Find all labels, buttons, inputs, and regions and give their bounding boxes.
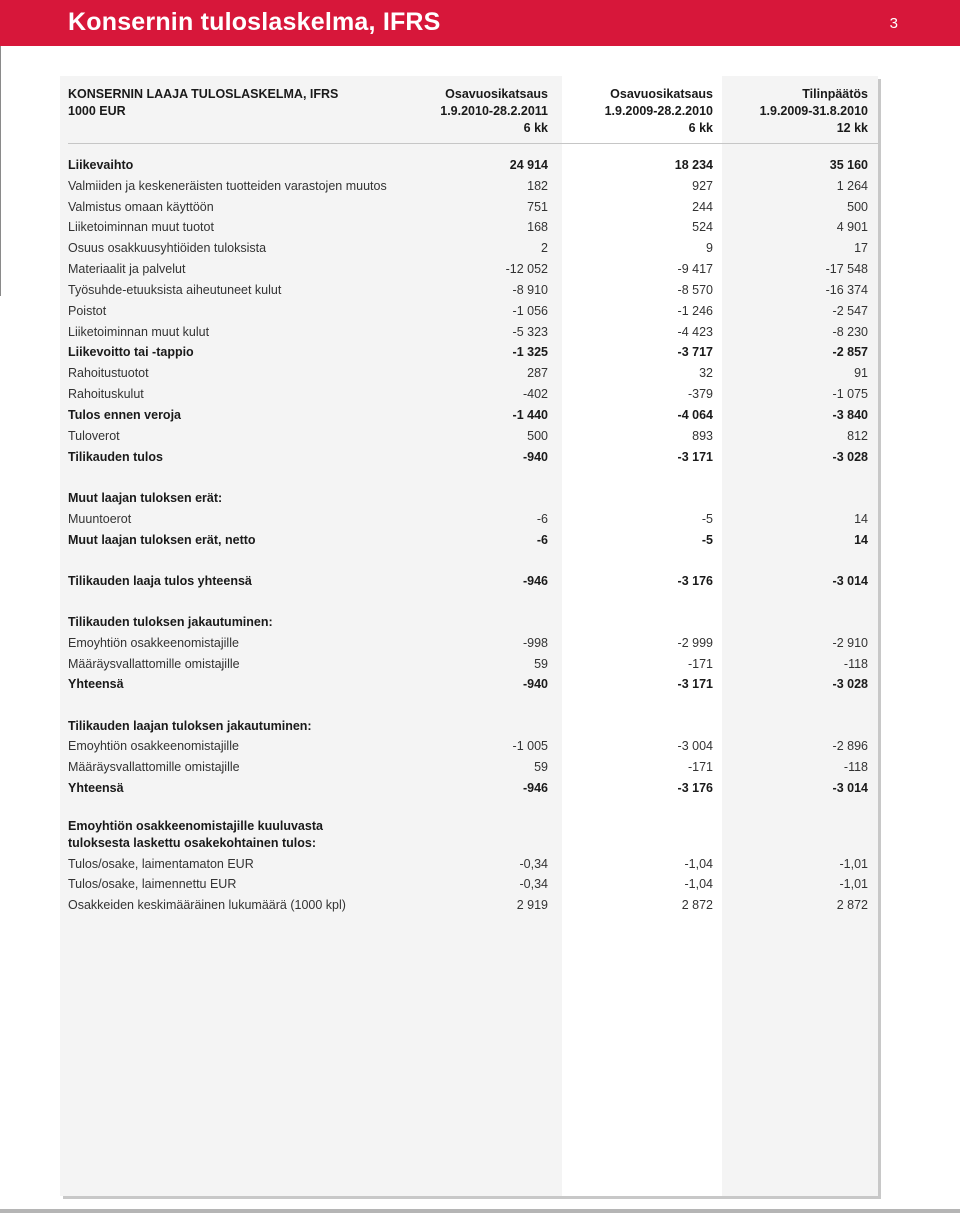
- row-value-col2: -1,04: [684, 857, 713, 871]
- row-label: Yhteensä: [68, 677, 124, 691]
- row-label: Rahoitustuotot: [68, 366, 149, 380]
- row-value-col3: 4 901: [836, 220, 868, 234]
- row-label: Työsuhde-etuuksista aiheutuneet kulut: [68, 283, 282, 297]
- row-value-col2: -5: [701, 512, 713, 526]
- row-label: Materiaalit ja palvelut: [68, 262, 186, 276]
- table-row: [68, 857, 878, 877]
- row-label: Muut laajan tuloksen erät, netto: [68, 533, 256, 547]
- table-row: [68, 615, 878, 635]
- table-row: [68, 450, 878, 470]
- row-value-col2: 18 234: [674, 158, 713, 172]
- row-value-col1: -5 323: [512, 325, 548, 339]
- row-value-col2: -8 570: [677, 283, 713, 297]
- table-row: [68, 877, 878, 897]
- row-label: Tilikauden laaja tulos yhteensä: [68, 574, 252, 588]
- row-label: tuloksesta laskettu osakekohtainen tulos:: [68, 836, 316, 850]
- row-value-col2: 893: [692, 429, 713, 443]
- row-value-col2: 9: [706, 241, 713, 255]
- row-value-col2: -3 176: [677, 781, 713, 795]
- row-value-col1: 168: [527, 220, 548, 234]
- row-value-col2: -1 246: [677, 304, 713, 318]
- column-header-2-line1: Osavuosikatsaus: [610, 87, 713, 101]
- row-label: Tulos/osake, laimennettu EUR: [68, 877, 237, 891]
- header-divider: [68, 143, 878, 144]
- row-label: Emoyhtiön osakkeenomistajille: [68, 636, 239, 650]
- page-header: [0, 0, 960, 46]
- row-label: Osuus osakkuusyhtiöiden tuloksista: [68, 241, 267, 255]
- row-value-col3: 14: [854, 512, 868, 526]
- row-value-col2: -3 717: [677, 345, 713, 359]
- row-value-col1: 182: [527, 179, 548, 193]
- row-label: Muut laajan tuloksen erät:: [68, 491, 223, 505]
- row-value-col2: -379: [687, 387, 713, 401]
- row-value-col3: 17: [854, 241, 868, 255]
- row-value-col1: -940: [522, 677, 548, 691]
- table-row: [68, 366, 878, 386]
- row-value-col3: -3 014: [832, 574, 868, 588]
- row-label: Liikevaihto: [68, 158, 134, 172]
- table-row: [68, 387, 878, 407]
- bottom-divider: [0, 1209, 960, 1213]
- row-value-col1: 751: [527, 200, 548, 214]
- column-header-1-line1: Osavuosikatsaus: [445, 87, 548, 101]
- table-row: [68, 657, 878, 677]
- row-value-col1: 287: [527, 366, 548, 380]
- row-value-col3: -3 028: [832, 450, 868, 464]
- row-value-col3: -3 840: [832, 408, 868, 422]
- table-row: [68, 533, 878, 553]
- row-value-col2: -3 171: [677, 677, 713, 691]
- row-label: Määräysvallattomille omistajille: [68, 760, 240, 774]
- page-number: 3: [889, 15, 898, 32]
- row-label: Tilikauden tulos: [68, 450, 163, 464]
- row-value-col1: -1 056: [512, 304, 548, 318]
- table-row: [68, 836, 878, 856]
- row-value-col2: 32: [699, 366, 713, 380]
- row-label: Tilikauden laajan tuloksen jakautuminen:: [68, 719, 312, 733]
- row-label: Emoyhtiön osakkeenomistajille kuuluvasta: [68, 819, 323, 833]
- table-row: [68, 179, 878, 199]
- table-row: [68, 200, 878, 220]
- row-label: Liikevoitto tai -tappio: [68, 345, 194, 359]
- row-label: Yhteensä: [68, 781, 124, 795]
- row-label: Rahoituskulut: [68, 387, 144, 401]
- row-value-col3: -1,01: [839, 877, 868, 891]
- table-row: [68, 241, 878, 261]
- column-header-3-line1: Tilinpäätös: [802, 87, 868, 101]
- table-row: [68, 574, 878, 594]
- table-row: [68, 898, 878, 918]
- table-row: [68, 760, 878, 780]
- row-value-col2: -4 423: [677, 325, 713, 339]
- row-value-col3: -118: [843, 657, 868, 671]
- row-value-col3: -2 910: [832, 636, 868, 650]
- row-value-col1: 59: [534, 760, 548, 774]
- row-value-col1: -0,34: [519, 857, 548, 871]
- row-value-col3: -2 896: [832, 739, 868, 753]
- row-label: Tuloverot: [68, 429, 120, 443]
- row-value-col1: -940: [522, 450, 548, 464]
- row-value-col1: -946: [522, 574, 548, 588]
- row-value-col3: -2 547: [832, 304, 868, 318]
- row-label: Liiketoiminnan muut kulut: [68, 325, 210, 339]
- table-title-line2: 1000 EUR: [68, 104, 126, 118]
- row-value-col3: -3 028: [832, 677, 868, 691]
- table-row: [68, 429, 878, 449]
- row-label: Poistot: [68, 304, 107, 318]
- table-row: [68, 283, 878, 303]
- table-row: [68, 636, 878, 656]
- row-value-col1: 59: [534, 657, 548, 671]
- table-row: [68, 512, 878, 532]
- row-label: Osakkeiden keskimääräinen lukumäärä (1000 kpl): [68, 898, 346, 912]
- income-statement-panel: [60, 76, 878, 1196]
- row-value-col2: -3 171: [677, 450, 713, 464]
- row-value-col1: -6: [536, 533, 548, 547]
- table-title-line1: KONSERNIN LAAJA TULOSLASKELMA, IFRS: [68, 87, 339, 101]
- row-value-col1: -402: [522, 387, 548, 401]
- row-value-col3: -8 230: [832, 325, 868, 339]
- table-row: [68, 677, 878, 697]
- row-value-col3: 2 872: [836, 898, 868, 912]
- table-row: [68, 345, 878, 365]
- row-value-col2: -3 004: [677, 739, 713, 753]
- table-row: [68, 325, 878, 345]
- row-value-col3: -118: [843, 760, 868, 774]
- row-label: Tulos ennen veroja: [68, 408, 181, 422]
- table-row: [68, 158, 878, 178]
- row-label: Valmistus omaan käyttöön: [68, 200, 214, 214]
- column-header-2-line2: 1.9.2009-28.2.2010: [604, 104, 713, 118]
- table-row: [68, 719, 878, 739]
- table-row: [68, 739, 878, 759]
- row-value-col2: 2 872: [681, 898, 713, 912]
- row-value-col3: -16 374: [825, 283, 868, 297]
- row-value-col3: -17 548: [825, 262, 868, 276]
- column-header-3-line2: 1.9.2009-31.8.2010: [759, 104, 868, 118]
- row-value-col1: 24 914: [509, 158, 548, 172]
- row-label: Valmiiden ja keskeneräisten tuotteiden varastojen muutos: [68, 179, 387, 193]
- table-row: [68, 781, 878, 801]
- row-value-col2: -171: [687, 760, 713, 774]
- table-row: [68, 304, 878, 324]
- row-value-col2: -1,04: [684, 877, 713, 891]
- row-value-col2: -171: [687, 657, 713, 671]
- row-value-col2: -3 176: [677, 574, 713, 588]
- row-label: Liiketoiminnan muut tuotot: [68, 220, 214, 234]
- row-value-col2: -2 999: [677, 636, 713, 650]
- left-margin-mark: [0, 46, 1, 296]
- column-header-2-line3: 6 kk: [688, 121, 713, 135]
- row-value-col3: 1 264: [836, 179, 868, 193]
- row-value-col1: 500: [527, 429, 548, 443]
- row-value-col3: -3 014: [832, 781, 868, 795]
- table-row: [68, 220, 878, 240]
- row-value-col1: -12 052: [505, 262, 548, 276]
- row-label: Emoyhtiön osakkeenomistajille: [68, 739, 239, 753]
- row-value-col2: -4 064: [677, 408, 713, 422]
- row-value-col2: 927: [692, 179, 713, 193]
- table-row: [68, 262, 878, 282]
- row-value-col2: 524: [692, 220, 713, 234]
- column-header-1-line2: 1.9.2010-28.2.2011: [440, 104, 548, 118]
- row-value-col1: -6: [536, 512, 548, 526]
- row-value-col3: -2 857: [832, 345, 868, 359]
- row-value-col3: 500: [847, 200, 868, 214]
- row-value-col3: -1,01: [839, 857, 868, 871]
- row-value-col2: -9 417: [677, 262, 713, 276]
- row-value-col3: 14: [854, 533, 868, 547]
- row-value-col3: 35 160: [829, 158, 868, 172]
- table-title: [68, 86, 338, 120]
- table-row: [68, 408, 878, 428]
- row-value-col3: 91: [854, 366, 868, 380]
- column-header-3: [668, 86, 868, 137]
- row-value-col1: -8 910: [512, 283, 548, 297]
- row-value-col2: 244: [692, 200, 713, 214]
- row-value-col1: 2 919: [516, 898, 548, 912]
- column-header-1-line3: 6 kk: [523, 121, 548, 135]
- row-label: Tilikauden tuloksen jakautuminen:: [68, 615, 273, 629]
- row-value-col1: -1 005: [512, 739, 548, 753]
- page-title: Konsernin tuloslaskelma, IFRS: [68, 8, 441, 36]
- row-value-col1: -998: [522, 636, 548, 650]
- row-value-col3: -1 075: [832, 387, 868, 401]
- row-value-col1: -1 440: [512, 408, 548, 422]
- column-header-3-line3: 12 kk: [836, 121, 868, 135]
- row-value-col1: -0,34: [519, 877, 548, 891]
- row-value-col2: -5: [701, 533, 713, 547]
- row-label: Muuntoerot: [68, 512, 132, 526]
- row-value-col1: -1 325: [512, 345, 548, 359]
- row-label: Määräysvallattomille omistajille: [68, 657, 240, 671]
- row-value-col1: 2: [541, 241, 548, 255]
- row-value-col1: -946: [522, 781, 548, 795]
- row-label: Tulos/osake, laimentamaton EUR: [68, 857, 254, 871]
- table-row: [68, 491, 878, 511]
- row-value-col3: 812: [847, 429, 868, 443]
